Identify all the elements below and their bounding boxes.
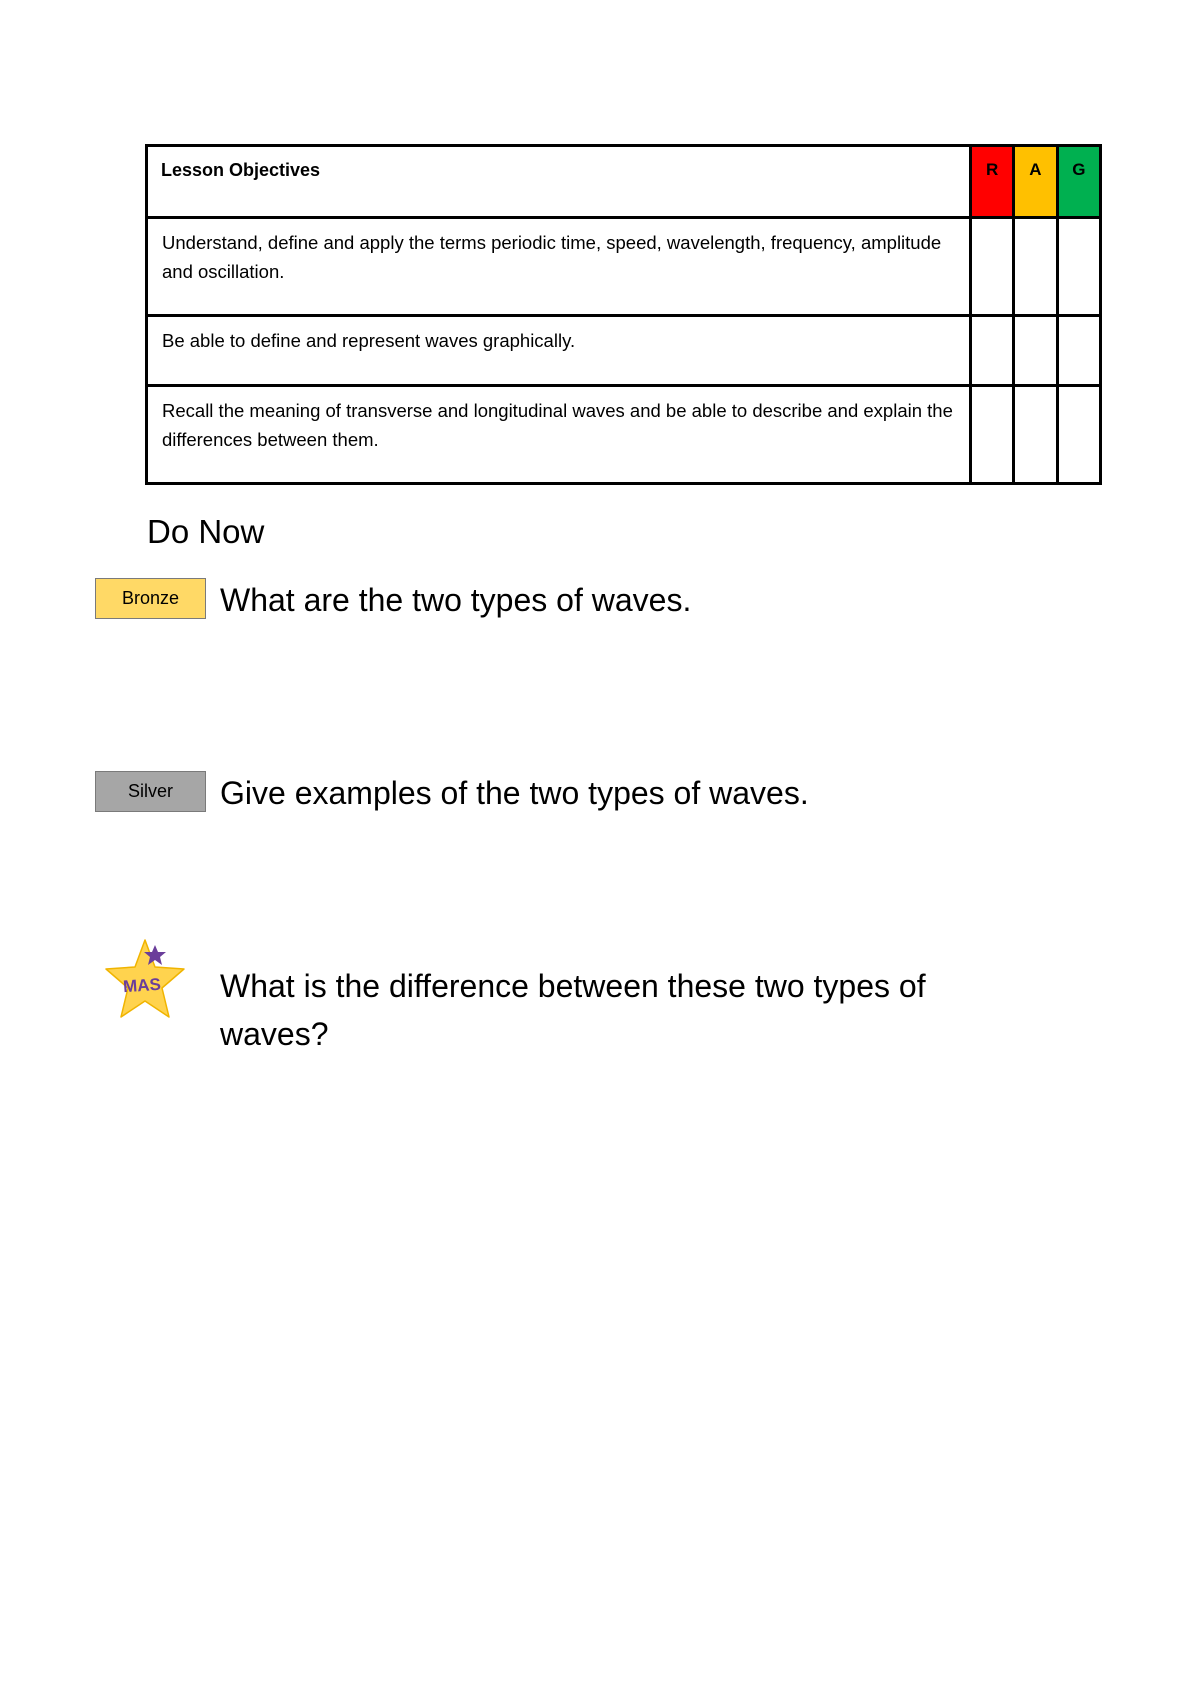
rag-amber-checkbox[interactable]	[1014, 218, 1057, 316]
rag-amber-checkbox[interactable]	[1014, 386, 1057, 484]
silver-badge: Silver	[95, 771, 206, 812]
rag-green-header: G	[1057, 146, 1100, 218]
objective-text: Be able to define and represent waves graphically.	[147, 316, 971, 386]
svg-text:MAS: MAS	[122, 974, 162, 997]
star-icon	[102, 938, 188, 1024]
rag-red-header: R	[970, 146, 1013, 218]
bronze-badge: Bronze	[95, 578, 206, 619]
lesson-objectives-table	[145, 144, 1102, 485]
bronze-question: What are the two types of waves.	[220, 582, 692, 618]
table-row	[147, 218, 1101, 316]
rag-red-checkbox[interactable]	[970, 386, 1013, 484]
mas-question: What is the difference between these two types of waves?	[220, 968, 926, 1052]
objective-text: Understand, define and apply the terms periodic time, speed, wavelength, frequency, amplitude and oscillation.	[147, 218, 971, 316]
rag-green-checkbox[interactable]	[1057, 386, 1100, 484]
table-header-row	[147, 146, 1101, 218]
silver-question: Give examples of the two types of waves.	[220, 775, 809, 811]
rag-green-checkbox[interactable]	[1057, 316, 1100, 386]
table-row	[147, 316, 1101, 386]
rag-red-checkbox[interactable]	[970, 316, 1013, 386]
table-row	[147, 386, 1101, 484]
rag-red-checkbox[interactable]	[970, 218, 1013, 316]
rag-green-checkbox[interactable]	[1057, 218, 1100, 316]
lesson-objectives-heading: Lesson Objectives	[147, 146, 971, 218]
rag-amber-checkbox[interactable]	[1014, 316, 1057, 386]
do-now-heading: Do Now	[147, 513, 265, 550]
rag-amber-header: A	[1014, 146, 1057, 218]
objective-text: Recall the meaning of transverse and longitudinal waves and be able to describe and explain the differences between them.	[147, 386, 971, 484]
